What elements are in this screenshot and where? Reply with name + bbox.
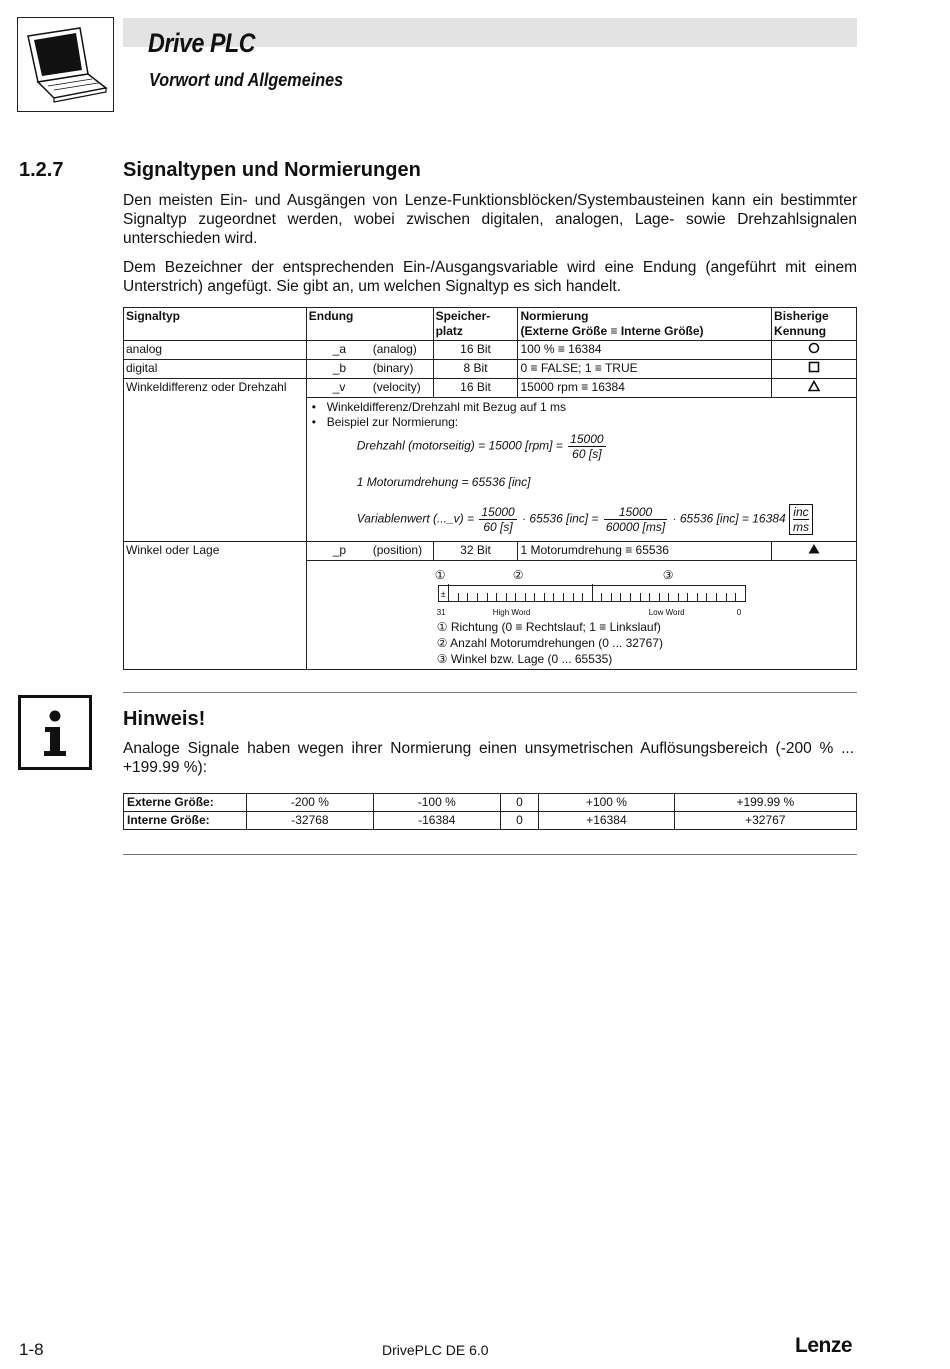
col-endung: Endung — [306, 308, 433, 341]
bit-tick — [620, 593, 621, 601]
cell-value: -16384 — [373, 812, 500, 830]
bit-tick — [716, 593, 717, 601]
bit-tick — [563, 593, 564, 601]
bit-tick — [668, 593, 669, 601]
cell-endung: _p (position) — [306, 542, 433, 561]
cell-norm: 0 ≡ FALSE; 1 ≡ TRUE — [518, 360, 772, 379]
cell-value: 0 — [500, 794, 539, 812]
col-normierung: Normierung (Externe Größe ≡ Interne Größe) — [518, 308, 772, 341]
brand-logo: Lenze — [795, 1334, 853, 1357]
bit-tick — [649, 593, 650, 601]
laptop-icon — [18, 18, 112, 110]
bit-tick — [706, 593, 707, 601]
position-notes — [306, 561, 856, 670]
signal-type-table — [123, 307, 857, 670]
cell-symbol — [772, 341, 857, 360]
bit-tick — [487, 593, 488, 601]
table-row — [124, 812, 857, 830]
bit-tick — [458, 593, 459, 601]
bit-tick — [496, 593, 497, 601]
legend-item: ① Richtung (0 ≡ Rechtslauf; 1 ≡ Linkslauf) — [436, 620, 661, 634]
bit-tick — [573, 593, 574, 601]
row-label: Externe Größe: — [124, 794, 247, 812]
cell-typ: Winkeldifferenz oder Drehzahl — [124, 379, 307, 542]
cell-endung: _v (velocity) — [306, 379, 433, 398]
legend-item: ② Anzahl Motorumdrehungen (0 ... 32767) — [436, 636, 663, 650]
divider — [123, 692, 857, 693]
cell-endung: _a (analog) — [306, 341, 433, 360]
bit-tick — [659, 593, 660, 601]
table-row — [124, 542, 857, 561]
cell-value: +100 % — [539, 794, 674, 812]
bit-tick — [525, 593, 526, 601]
scaling-table — [123, 793, 857, 830]
cell-value: -100 % — [373, 794, 500, 812]
triangle-filled-icon — [808, 543, 820, 555]
cell-symbol — [772, 360, 857, 379]
table-row — [124, 360, 857, 379]
cell-value: +199.99 % — [674, 794, 856, 812]
bit-tick — [553, 593, 554, 601]
bit-tick — [601, 593, 602, 601]
cell-endung: _b (binary) — [306, 360, 433, 379]
square-icon — [808, 361, 820, 373]
bit-tick — [448, 584, 449, 601]
paragraph-2: Dem Bezeichner der entsprechenden Ein-/Ausgangsvariable wird eine Endung (angeführt mit einem Unterstrich) angefügt. Sie gibt an, um welchen Signaltyp es sich handelt. — [123, 259, 857, 295]
cell-symbol — [772, 379, 857, 398]
divider — [123, 854, 857, 855]
cell-value: -200 % — [247, 794, 374, 812]
row-label: Interne Größe: — [124, 812, 247, 830]
info-icon — [21, 698, 89, 767]
marker-1: ① — [434, 568, 446, 582]
hinweis-text: Analoge Signale haben wegen ihrer Normierung einen unsymetrischen Auflösungsbereich (-200 % ... +199.99 %): — [123, 740, 854, 776]
cell-value: 0 — [500, 812, 539, 830]
bullet-item: • Beispiel zur Normierung: — [309, 415, 854, 430]
marker-2: ② — [512, 568, 524, 582]
section-number: 1.2.7 — [19, 159, 64, 181]
circle-icon — [808, 342, 820, 354]
doc-title: Drive PLC — [148, 28, 256, 58]
doc-subtitle: Vorwort und Allgemeines — [149, 70, 344, 90]
bit-tick — [467, 593, 468, 601]
high-word-label: High Word — [492, 608, 531, 617]
cell-symbol — [772, 542, 857, 561]
hinweis-title: Hinweis! — [123, 708, 206, 730]
header-logo — [17, 17, 114, 112]
paragraph-1: Den meisten Ein- und Ausgängen von Lenze-Funktionsblöcken/Systembausteinen kann ein bestimmter Signaltyp zugeordnet werden, wobei zwischen digitalen, analogen, Lage- sowie Drehzahlsignalen unterschieden wird. — [123, 192, 857, 247]
cell-value: +32767 — [674, 812, 856, 830]
table-row — [124, 794, 857, 812]
col-signaltyp: Signaltyp — [124, 308, 307, 341]
bit-tick — [534, 593, 535, 601]
bit-tick — [726, 593, 727, 601]
section-title: Signaltypen und Normierungen — [123, 159, 421, 181]
bit-0-label: 0 — [736, 608, 742, 617]
col-kennung: Bisherige Kennung — [772, 308, 857, 341]
bit-31-label: 31 — [436, 608, 446, 617]
cell-bits: 16 Bit — [433, 341, 518, 360]
low-word-label: Low Word — [648, 608, 685, 617]
bit-tick — [630, 593, 631, 601]
bit-tick — [506, 593, 507, 601]
bit-tick — [611, 593, 612, 601]
bit-tick — [735, 593, 736, 601]
table-header-row — [124, 308, 857, 341]
cell-bits: 8 Bit — [433, 360, 518, 379]
footer-doc: DrivePLC DE 6.0 — [382, 1342, 489, 1358]
bit-tick — [697, 593, 698, 601]
cell-typ: Winkel oder Lage — [124, 542, 307, 670]
info-box — [18, 695, 92, 770]
bit-bar — [438, 585, 746, 602]
bit-tick — [544, 593, 545, 601]
formula-variable: Variablenwert (..._v) = $\frac{15000}{60 [s]}$ · 65536 [inc] = $\frac{15000}{60000 [ms]}$ · 65536 [inc] = 16384 inc ms — [309, 504, 854, 535]
cell-norm: 100 % ≡ 16384 — [518, 341, 772, 360]
table-row — [124, 341, 857, 360]
cell-typ: analog — [124, 341, 307, 360]
page-number: 1-8 — [19, 1340, 44, 1359]
bit-tick — [592, 584, 593, 601]
bit-tick — [687, 593, 688, 601]
formula-speed: Drehzahl (motorseitig) = 15000 [rpm] = $\frac{15000}{60 [s]}$ — [356, 432, 604, 461]
bit-tick — [477, 593, 478, 601]
triangle-outline-icon — [808, 380, 820, 392]
bullet-item: • Winkeldifferenz/Drehzahl mit Bezug auf 1 ms — [309, 400, 854, 415]
bit-tick — [678, 593, 679, 601]
table-row — [124, 379, 857, 398]
cell-bits: 16 Bit — [433, 379, 518, 398]
cell-typ: digital — [124, 360, 307, 379]
legend-item: ③ Winkel bzw. Lage (0 ... 65535) — [436, 652, 613, 666]
cell-norm: 1 Motorumdrehung ≡ 65536 — [518, 542, 772, 561]
col-speicher: Speicher-platz — [433, 308, 518, 341]
bit-tick — [515, 593, 516, 601]
velocity-notes — [306, 398, 856, 542]
cell-value: +16384 — [539, 812, 674, 830]
formula-revolution: 1 Motorumdrehung = 65536 [inc] — [356, 475, 531, 489]
cell-value: -32768 — [247, 812, 374, 830]
cell-bits: 32 Bit — [433, 542, 518, 561]
bit-tick — [582, 593, 583, 601]
bit-diagram — [307, 563, 854, 619]
marker-3: ③ — [662, 568, 674, 582]
sign-label: ± — [440, 589, 446, 599]
cell-norm: 15000 rpm ≡ 16384 — [518, 379, 772, 398]
bit-tick — [640, 593, 641, 601]
